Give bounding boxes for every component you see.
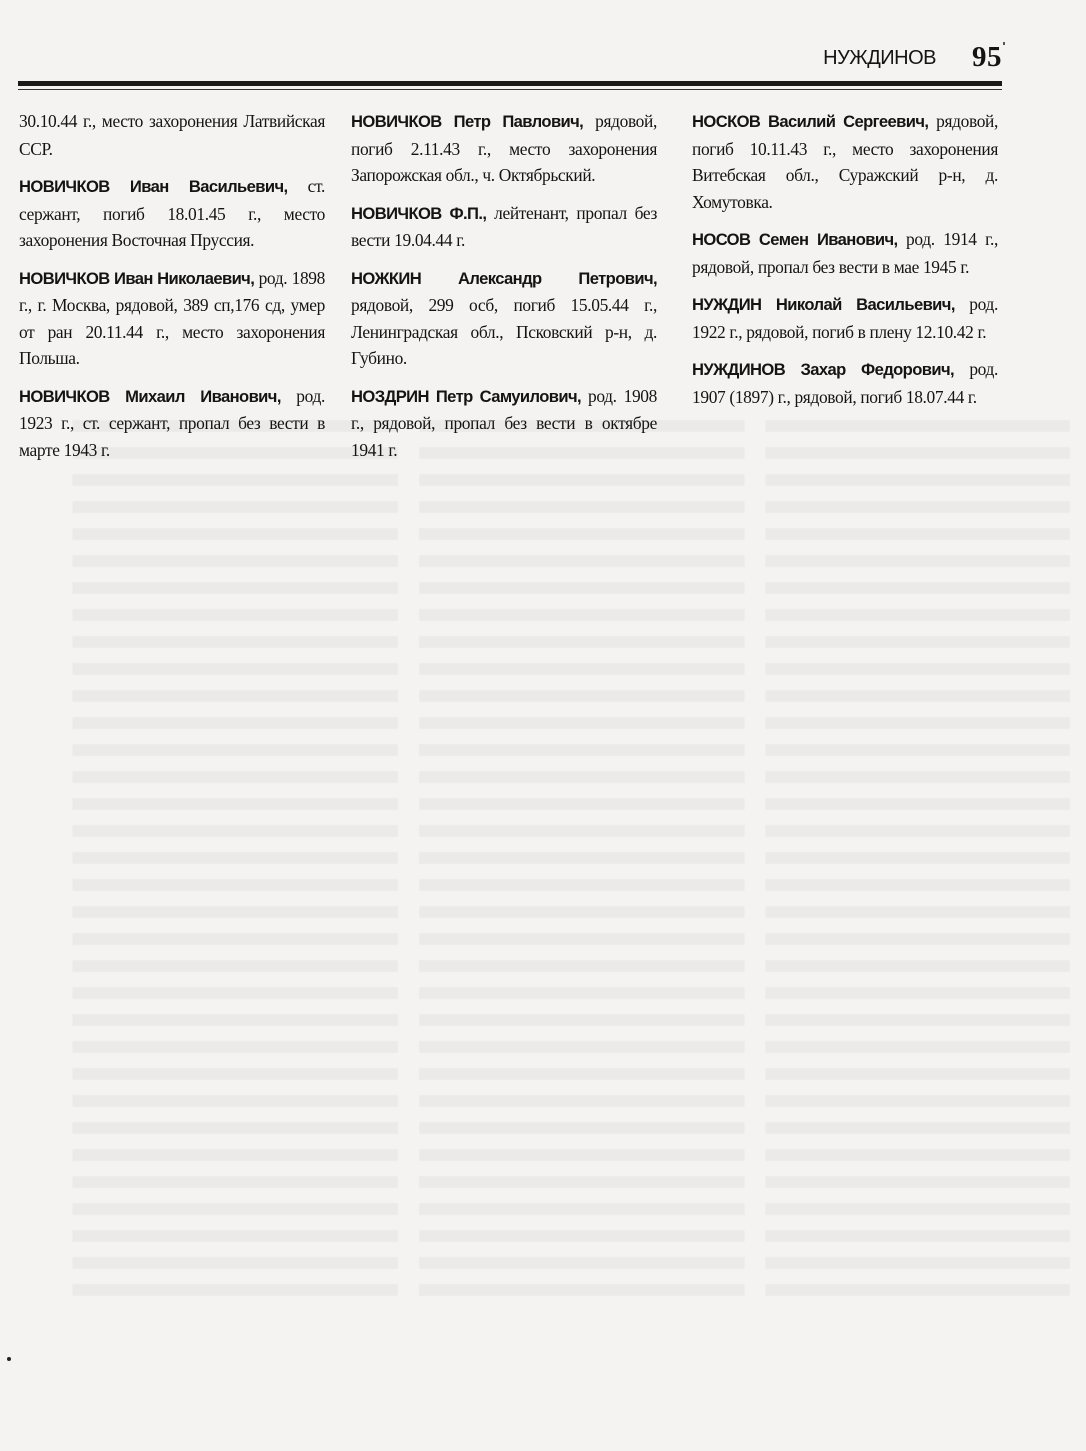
entry <box>351 200 657 254</box>
entry-text: рядовой, погиб 10.11.43 г., место захоронения Витебская обл., Суражский р-н, д. Хомутовка. <box>692 111 998 212</box>
entry-name: НОЗДРИН Петр Самуилович, <box>351 386 582 406</box>
entry-text: род. 1907 (1897) г., рядовой, погиб 18.07.44 г. <box>692 359 999 407</box>
entry-name: НОСОВ Семен Иванович, <box>692 230 898 249</box>
entry-name: НОЖКИН Александр Петрович, <box>351 268 657 288</box>
entry-text: род. 1914 г., рядовой, пропал без вести в мае 1945 г. <box>692 229 998 277</box>
entry-name: НОВИЧКОВ Петр Павлович, <box>351 112 584 131</box>
entry <box>692 356 998 410</box>
entry-name: НУЖДИНОВ Захар Федорович, <box>692 360 954 379</box>
entry <box>19 265 325 372</box>
entry-text: род. 1898 г., г. Москва, рядовой, 389 сп,176 сд, умер от ран 20.11.44 г., место захоронения Польша. <box>19 267 325 368</box>
entry-text: род. 1908 г., рядовой, пропал без вести в октябре 1941 г. <box>351 385 657 460</box>
entry-text: род. 1923 г., ст. сержант, пропал без вести в марте 1943 г. <box>19 385 325 460</box>
header-mark <box>1003 42 1005 45</box>
entry-text: ст. сержант, погиб 18.01.45 г., место захоронения Восточная Пруссия. <box>19 176 325 250</box>
running-title: НУЖДИНОВ <box>823 47 936 69</box>
entry-text: рядовой, 299 осб, погиб 15.05.44 г., Ленинградская обл., Псковский р-н, д. Губино. <box>351 295 657 368</box>
text-column-1 <box>19 108 325 474</box>
entry-name: НОСКОВ Василий Сергеевич, <box>692 112 929 131</box>
entry-text: 30.10.44 г., место захоронения Латвийская ССР. <box>19 111 325 159</box>
entry <box>351 265 657 372</box>
entry-name: НОВИЧКОВ Иван Николаевич, <box>19 268 255 288</box>
entry-name: НОВИЧКОВ Михаил Иванович, <box>19 386 281 406</box>
entry <box>692 108 998 215</box>
text-column-2 <box>351 108 657 474</box>
entry <box>351 108 657 189</box>
entry <box>19 173 325 254</box>
entry-name: НОВИЧКОВ Иван Васильевич, <box>19 177 288 196</box>
page-header <box>0 38 1086 82</box>
entry-name: НОВИЧКОВ Ф.П., <box>351 203 487 223</box>
entry-text: род. 1922 г., рядовой, погиб в плену 12.10.42 г. <box>692 294 998 342</box>
entry-text: рядовой, погиб 2.11.43 г., место захоронения Запорожская обл., ч. Октябрьский. <box>351 111 657 185</box>
entry <box>692 226 998 280</box>
page-number: 95 <box>972 41 1002 73</box>
stray-dot <box>7 1357 11 1361</box>
header-rule-thin <box>18 89 1002 90</box>
entry <box>19 383 325 464</box>
text-column-3 <box>692 108 998 421</box>
entry-text: лейтенант, пропал без вести 19.04.44 г. <box>351 202 657 250</box>
bleed-through-shading <box>20 420 1070 1300</box>
header-rule-thick <box>18 81 1002 86</box>
entry <box>351 383 657 464</box>
entry <box>19 108 325 162</box>
entry <box>692 291 998 345</box>
entry-name: НУЖДИН Николай Васильевич, <box>692 295 955 314</box>
